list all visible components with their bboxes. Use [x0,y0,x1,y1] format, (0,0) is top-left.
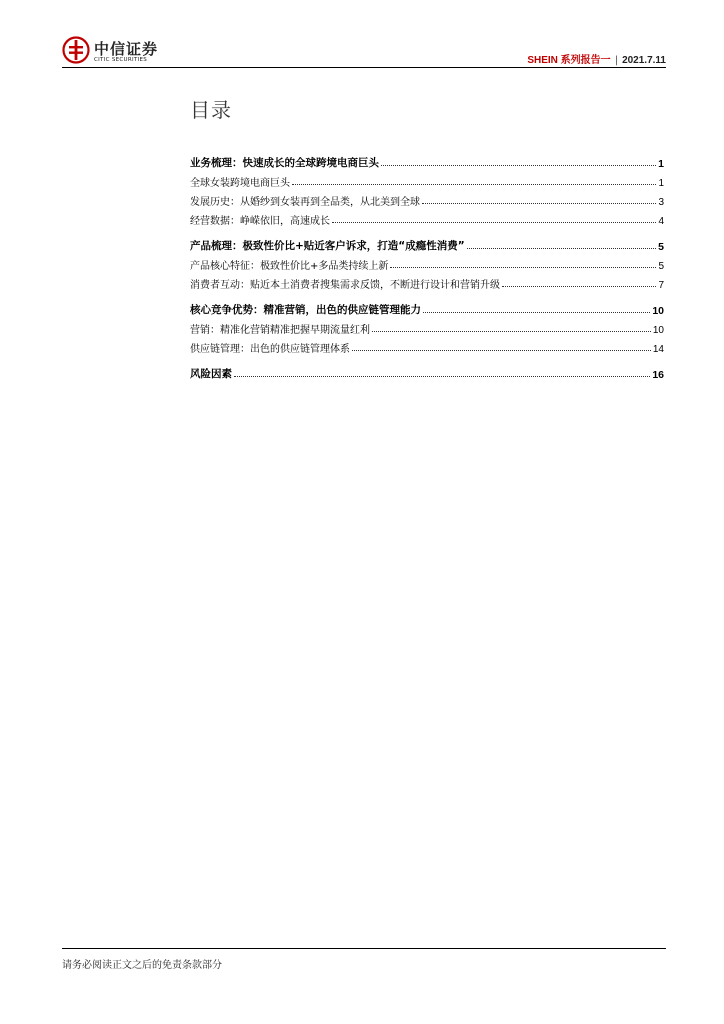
report-date: 2021.7.11 [622,55,666,66]
toc-leader-dots [332,222,656,223]
toc-entry[interactable] [190,253,664,272]
toc-entry[interactable] [190,170,664,189]
toc-leader-dots [372,331,651,332]
toc-entry-title: 核心竞争优势：精准营销，出色的供应链管理能力 [190,304,421,316]
toc-entry-title: 风险因素 [190,368,232,380]
logo-english-name: CITIC SECURITIES [94,57,148,63]
report-meta [527,51,666,66]
toc-entry-title: 经营数据：峥嵘依旧，高速成长 [190,216,330,227]
toc-entry-title: 全球女装跨境电商巨头 [190,178,290,189]
toc-entry-title: 业务梳理：快速成长的全球跨境电商巨头 [190,157,379,169]
toc-entry-page: 10 [652,325,664,336]
toc-entry-page: 16 [652,369,664,381]
toc-entry[interactable] [190,208,664,227]
toc-entry[interactable] [190,362,664,381]
toc-entry-title: 营销：精准化营销精准把握早期流量红利 [190,325,370,336]
toc-leader-dots [502,286,656,287]
toc-entry[interactable] [190,234,664,253]
toc-entry-page: 5 [658,241,664,253]
toc-entry-title: 消费者互动：贴近本土消费者搜集需求反馈，不断进行设计和营销升级 [190,280,500,291]
toc-entry-page: 1 [658,178,664,189]
toc-leader-dots [422,203,656,204]
page-header [62,34,666,70]
toc-entry[interactable] [190,317,664,336]
toc-entry-title: 产品核心特征：极致性价比+多品类持续上新 [190,261,389,272]
toc-entry-title: 发展历史：从婚纱到女装再到全品类，从北美到全球 [190,197,420,208]
toc-entry[interactable] [190,336,664,355]
footer-rule [62,948,666,949]
table-of-contents [190,151,664,381]
toc-entry-page: 10 [652,305,664,317]
toc-section-gap [190,227,664,234]
toc-leader-dots [292,184,656,185]
citic-logo-icon [62,36,90,64]
toc-entry[interactable] [190,151,664,170]
toc-entry[interactable] [190,298,664,317]
report-series-label: SHEIN 系列报告一 [527,55,611,66]
header-separator: | [614,55,619,66]
toc-heading: 目录 [190,98,232,122]
footer-disclaimer: 请务必阅读正文之后的免责条款部分 [62,960,222,971]
toc-leader-dots [381,165,656,166]
toc-entry[interactable] [190,272,664,291]
header-rule [62,67,666,68]
toc-leader-dots [390,267,656,268]
toc-section-gap [190,291,664,298]
toc-entry-page: 4 [658,216,664,227]
toc-entry[interactable] [190,189,664,208]
toc-entry-page: 7 [658,280,664,291]
logo-chinese-name: 中信证券 [94,40,159,58]
toc-leader-dots [467,248,657,249]
toc-entry-page: 1 [658,158,664,170]
toc-entry-title: 供应链管理：出色的供应链管理体系 [190,344,350,355]
toc-entry-page: 14 [652,344,664,355]
toc-entry-page: 3 [658,197,664,208]
toc-entry-page: 5 [658,261,664,272]
toc-leader-dots [423,312,650,313]
toc-leader-dots [234,376,650,377]
toc-entry-title: 产品梳理：极致性价比+贴近客户诉求，打造“成瘾性消费” [190,240,465,252]
toc-section-gap [190,355,664,362]
citic-securities-logo [62,36,172,66]
toc-leader-dots [352,350,651,351]
